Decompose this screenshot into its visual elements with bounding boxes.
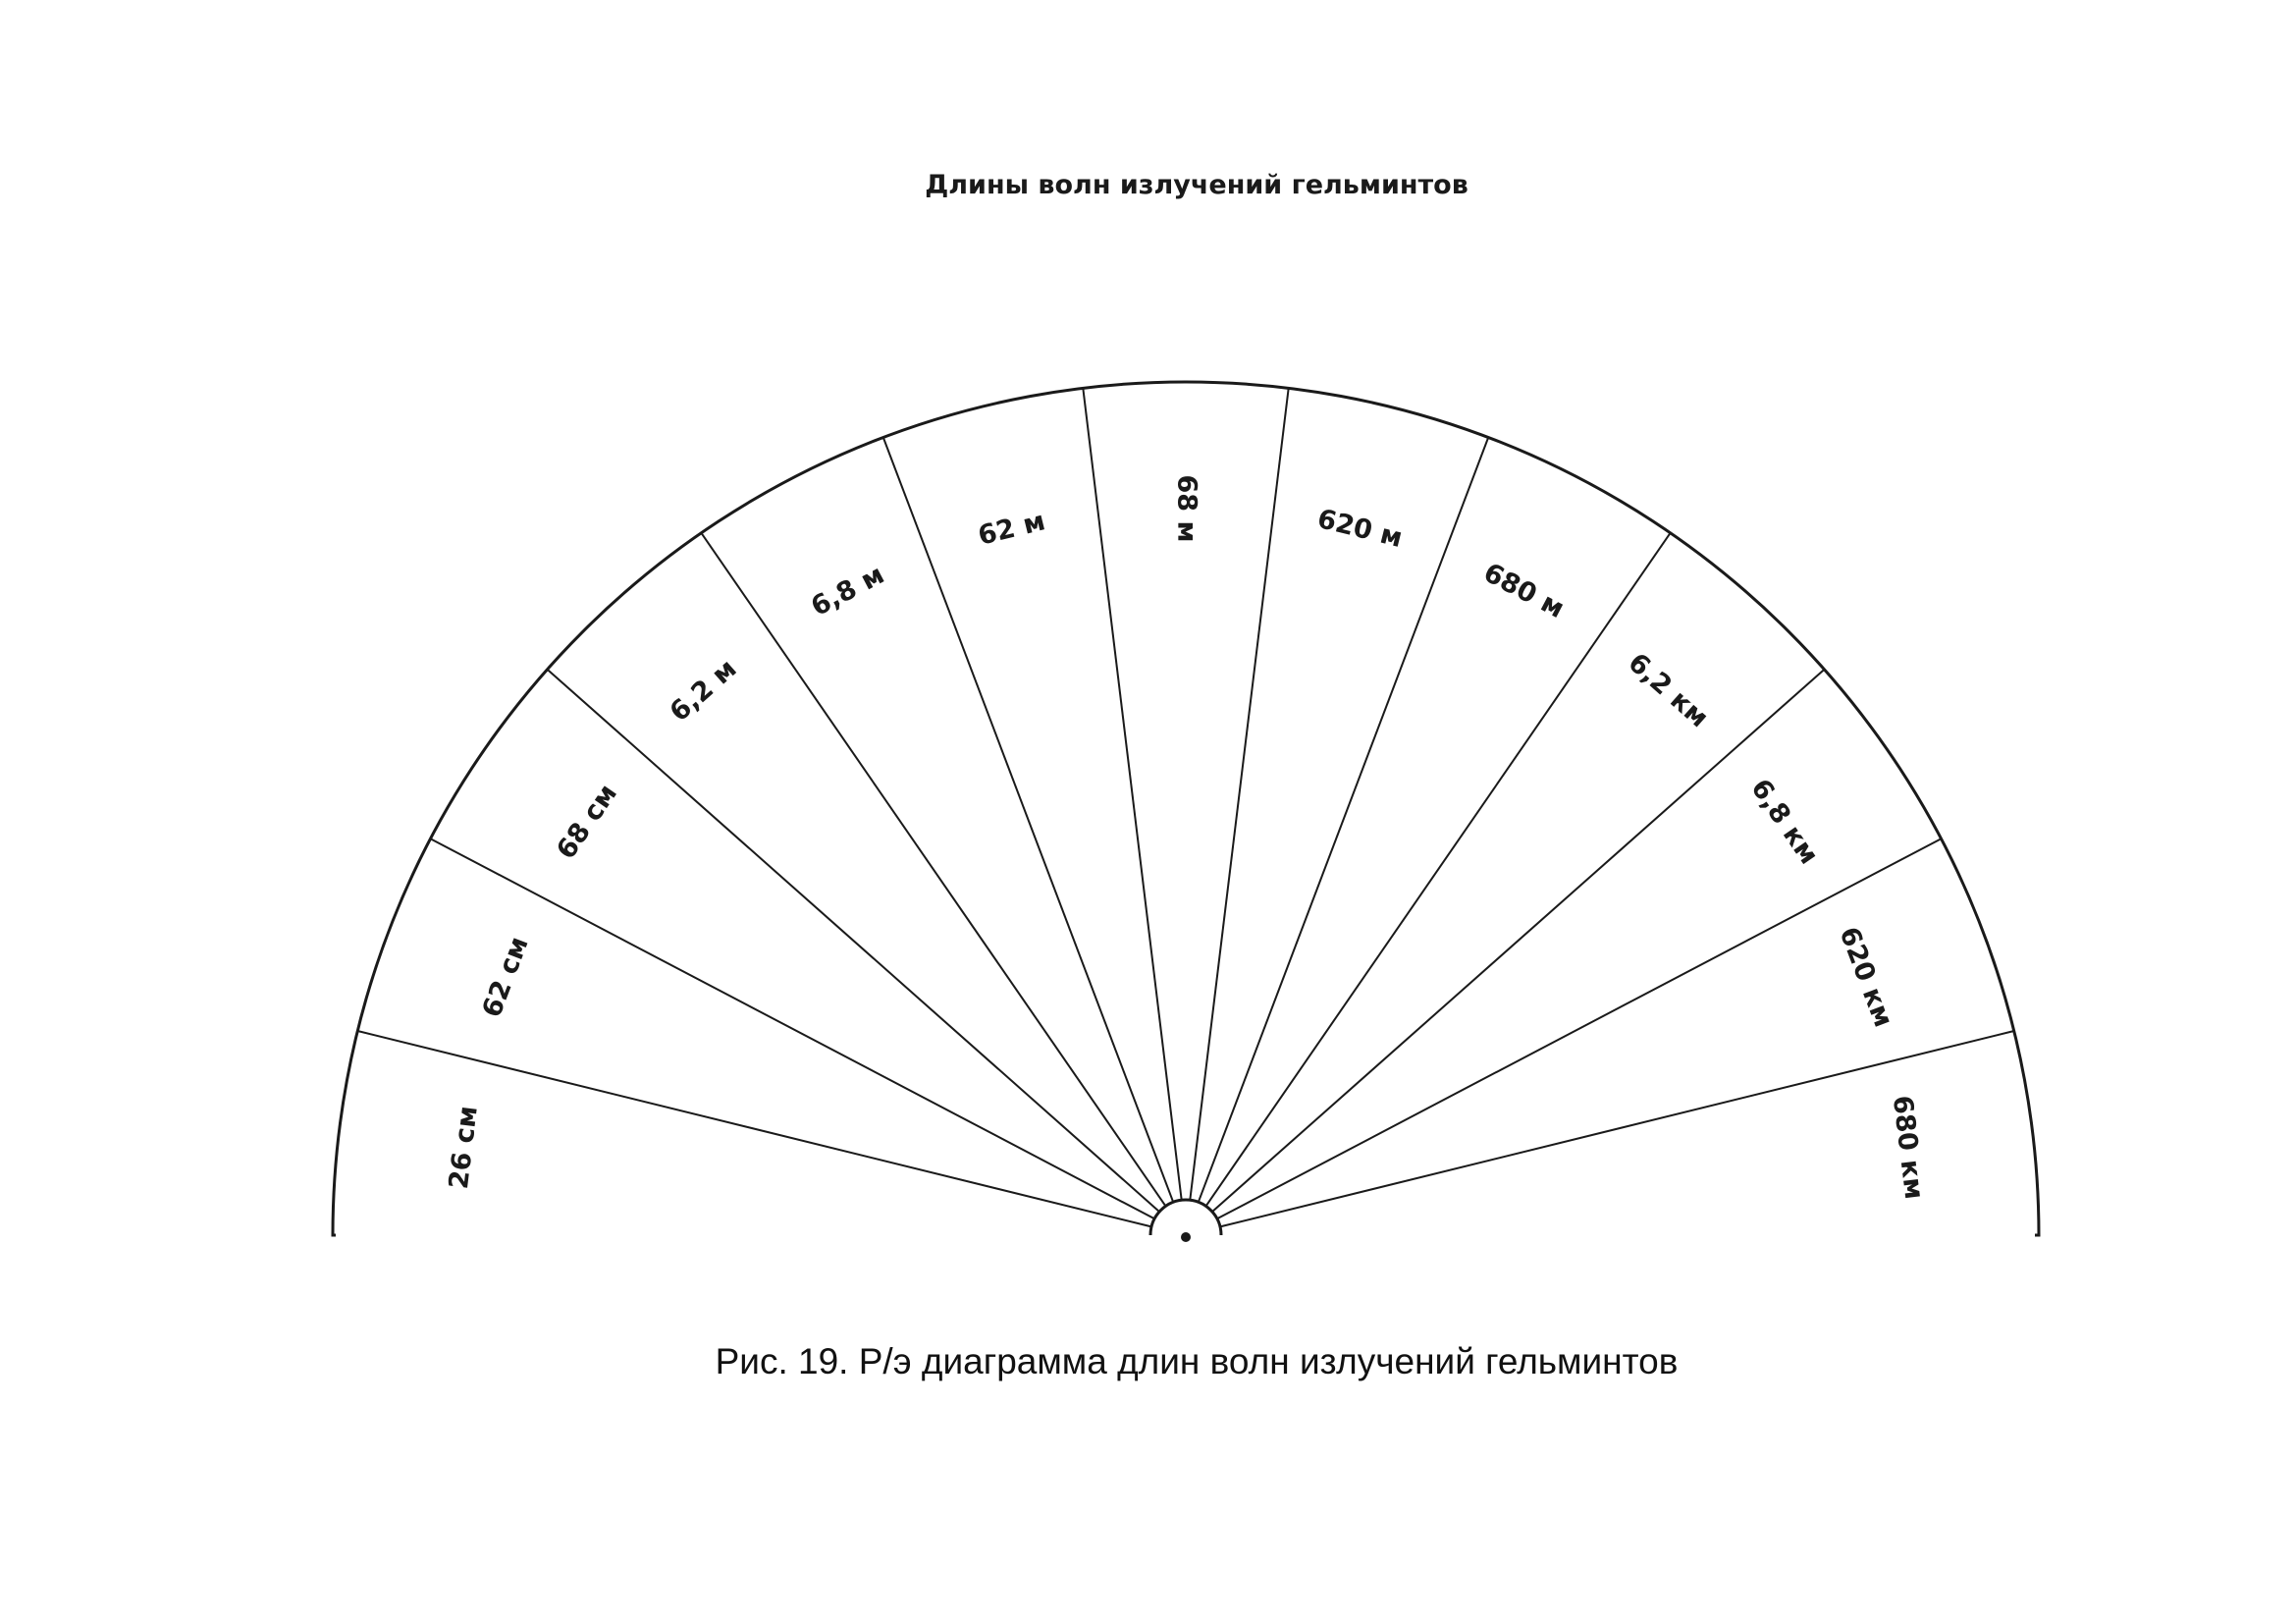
- sector-divider-line: [1083, 388, 1181, 1200]
- sector-divider-line: [548, 670, 1160, 1212]
- sector-divider-line: [1190, 388, 1288, 1200]
- sector-label: 6,8 м: [806, 559, 889, 623]
- sector-label: 68 см: [551, 779, 624, 865]
- sector-labels: [444, 474, 1929, 1201]
- sector-label: 62 м: [975, 506, 1048, 552]
- center-hub-arc: [1150, 1200, 1221, 1235]
- sector-divider-line: [883, 438, 1173, 1203]
- sector-label: 6,8 км: [1744, 774, 1825, 871]
- sector-divider-line: [1206, 533, 1671, 1207]
- sector-label: 620 м: [1313, 503, 1406, 555]
- sector-divider-line: [1212, 670, 1825, 1212]
- figure-caption: Рис. 19. Р/э диаграмма длин волн излучений гельминтов: [715, 1341, 1679, 1381]
- sector-label: 680 км: [1886, 1094, 1930, 1202]
- diagram-title: Длины волн излучений гельминтов: [925, 170, 1468, 200]
- sector-divider-line: [1217, 839, 1942, 1218]
- sector-label: 62 см: [476, 932, 535, 1022]
- sector-label: 68 м: [1171, 474, 1202, 543]
- semicircle-fan: [333, 382, 2039, 1242]
- sector-divider-line: [431, 839, 1155, 1218]
- sector-label: 680 м: [1478, 557, 1570, 625]
- sector-label: 6,2 км: [1622, 647, 1715, 734]
- sector-divider-line: [701, 533, 1165, 1207]
- center-pivot-dot: [1181, 1232, 1191, 1242]
- sector-label: 26 см: [443, 1104, 484, 1191]
- sector-label: 620 км: [1833, 923, 1899, 1032]
- sector-divider-line: [1199, 438, 1488, 1203]
- sector-label: 6,2 м: [664, 653, 743, 729]
